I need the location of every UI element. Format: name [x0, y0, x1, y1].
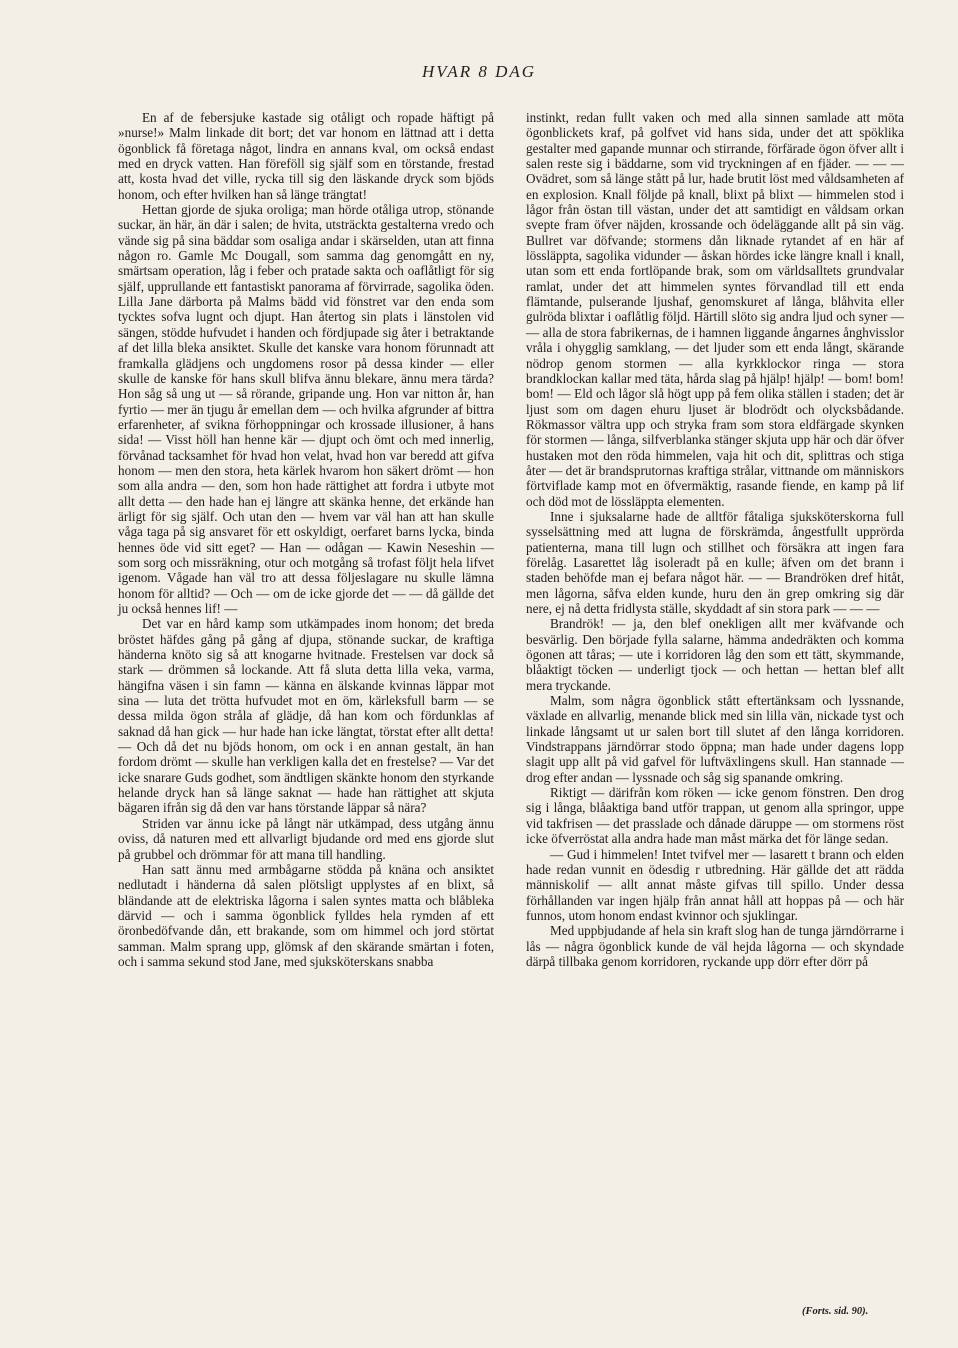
paragraph: instinkt, redan fullt vaken och med alla sinnen samlade att möta ögonblickets kraf, på golfvet vid hans sida, under det att spöklika gestalter med gapande munnar och stirrande, förfärade ögon öfver allt i salen reste sig i bäddarne, som vid tryckningen af en fjäder. — — — Ovädret, som så länge stått på lur, hade brutit löst med våldsamheten af en explosion. Knall följde på knall, blixt på blixt — himmelen stod i lågor från östan till västan, under det att samtidigt en våldsam orkan svepte fram öfver näjden, krossande och ödeläggande allt på sin väg. Bullret var döfvande; stormens dån liknade rytandet af en här af lössläppta, sagolika vidunder — åskan hördes icke längre knall i knall, utan som ett enda fortlöpande brak, som om världsalltets grundvalar ramlat, under det att himmelen syntes förvandlad till ett enda flämtande, pulserande ljushaf, genomskuret af långa, blåhvita eller gulröda blixtar i oaflåtlig följd. Härtill slöto sig andra ljud och syner — — alla de stora fabrikernas, de i hamnen liggande ångarnes ånghvisslor vråla i ohygglig samklang, — det ljuder som ett enda långt, skärande nödrop genom stormen — alla kyrkklockor ringa — stora brandklockan kallar med täta, hårda slag på hjälp! hjälp! — bom! bom! bom! — Eld och lågor slå högt upp på fem olika ställen i staden; det är ljust som om dagen ehuru ljuset är blodrödt och olycksbådande. Rökmassor vältra upp och stryka fram som stora eldfärgade skynken för stormen — långa, silfverblanka stänger skjuta upp här och där öfver hustaken mot den röda himmelen, vaja hit och dit, splittras och stiga åter — det är brandsprutornas kraftiga strålar, vittnande om människors förtvifladе kamp mot en öfvermäktig, rasande fiende, en kamp på lif och död mot de lössläppta elementen. — [526, 110, 904, 509]
paragraph: Det var en hård kamp som utkämpades inom honom; det breda bröstet häfdes gång på gång af djupa, stönande suckar, de kraftiga händerna knöto sig så att knogarne hvitnade. Frestelsen var dock så stark — drömmen så lockande. Att få sluta detta lilla veka, varma, hängifna väsen i sin famn — känna en älskande kvinnas läppar mot sina — luta det trötta hufvudet mot en öm, kärleksfull barm — se dessa milda ögon stråla af glädje, då han kom och fördunklas af saknad då han gick — hur hade han icke längtat, törstat efter allt detta! — Och då det nu bjöds honom, om ock i en annan gestalt, än han fordom drömt — skulle han verkligen kalla det en frestelse? — Var det icke snarare Guds godhet, som ändtligen skänkte honom den styrkande helande dryck han så länge saknat — hade han rättighet att skjuta bägaren ifrån sig då den var hans törstande läppar så nära? — [118, 616, 494, 816]
left-text-column — [118, 110, 494, 969]
paragraph: — Gud i himmelen! Intet tvifvel mer — lasarett t brann och elden hade redan vunnit en ödesdig r utbredning. Här gällde det att rädda människolif — allt annat måste gifvas till spillo. Under dessa förhållanden var ingen hjälp från annat håll att hoppas på — och här funnos, utom honom endast kvinnor och sjuklingar. — [526, 846, 904, 923]
paragraph: Striden var ännu icke på långt när utkämpad, dess utgång ännu oviss, då naturen med ett allvarligt bjudande ord med ens gjorde slut på grubbel och drömmar för att mana till handling. — [118, 815, 494, 862]
paragraph: Inne i sjuksalarne hade de alltför fåtaliga sjuksköterskorna full sysselsättning med att lugna de förskrämda, ångestfullt upprörda patienterna, mana till lugn och stillhet och försäkra att ingen fara förelåg. Lasarettet låg isoleradt på en kulle; äfven om det brann i staden behöfde man ej befara något här. — — Brandröken dref hitåt, men lågorna, såfva elden kunde, huru den än grep omkring sig där nere, ej nå detta fridlysta ställe, skyddadt af sin stora park — — — — [526, 508, 904, 616]
continuation-note: (Forts. sid. 90). — [802, 1306, 869, 1317]
right-text-column — [526, 110, 904, 969]
running-header: HVAR 8 DAG — [421, 62, 537, 81]
paragraph: Med uppbjudande af hela sin kraft slog han de tunga järndörrarne i lås — några ögonblick kunde de väl hejda lågorna — och skyndade därpå tillbaka genom korridoren, ryckande upp dörr efter dörr på — [526, 923, 904, 969]
paragraph: Malm, som några ögonblick stått eftertänksam och lyssnande, växlade en allvarlig, menande blick med sin lilla vän, nickade tyst och linkade långsamt ut ur salen bort till slutet af den långa korridoren. Vindstrappans järndörrar stodo öppna; man hade under dagens lopp slagit upp allt på vid gafvel för luftväxlingens skull. Han stannade — drog efter andan — lyssnade och såg sig spanande omkring. — [526, 693, 904, 785]
paragraph: Brandrök! — ja, den blef onekligen allt mer kväfvande och besvärlig. Den började fylla salarne, hämma andedräkten och komma ögonen att tåras; — ute i korridoren låg den som ett tätt, skymmande, blåaktigt töcken — underligt tjock — och hettan — hettan blef allt mera tryckande. — [526, 616, 904, 693]
paragraph: Riktigt — därifrån kom röken — icke genom fönstren. Den drog sig i långa, blåaktiga band utför trappan, ut genom alla springor, uppe vid takfrisen — det prasslade och dånade däruppe — om stormens röst icke öfverröstat alla andra hade man måst märka det för länge sedan. — [526, 785, 904, 847]
paragraph: Hettan gjorde de sjuka oroliga; man hörde otåliga utrop, stönande suckar, än här, än där i salen; de hvita, utsträckta gestalterna vredo och vände sig på sina bäddar som osaliga andar i skärselden, utan att finna någon ro. Gamle Mc Dougall, som samma dag genomgått en ny, smärtsam operation, låg i feber och pratade sakta och oaflåtligt för sig själf, upprullande ett fantastiskt panorama af förvirrade, sagolika öden. Lilla Jane därborta på Malms bädd vid fönstret var den enda som tycktes sofva lugnt och djupt. Han återtog sin plats i länstolen vid sängen, stödde hufvudet i handen och fördjupade sig åter i betraktande af det lilla bleka ansiktet. Skulle det kanske vara honom förunnadt att framkalla glädjens och ungdomens rosor på dessa kinder — eller skulle de kanske för hans skull blifva ännu blekare, ännu mera tärda? Hon såg så ung ut — så rörande, gripande ung. Hon var nitton år, han fyrtio — mer än tjugu år emellan dem — och hvilka afgrunder af bittra erfarenheter, af svikna förhoppningar och krossade illusioner, å hans sida! — Visst höll han henne kär — djupt och ömt och med innerlig, förvånad tacksamhet för hvad hon velat, hvad hon var beredd att gifva honom — men den stora, heta kärlek hvarom hon säkert drömt — hon som alla andra — den, som hon hade rättighet att fordra i utbyte mot allt detta — den hade han ej längre att skänka henne, det erkände han ärligt för sig själf. Och utan den — hvem var väl han att han skulle våga taga på sig ansvaret för ett oskyldigt, oerfaret barns lycka, binda hennes öde vid sitt eget? — Han — odågan — Kawin Neseshin — som sorg och missräkning, otur och motgång så trofast följt hela lifvet igenom. Vågade han väl tro att dessa följeslagare nu skulle lämna honom för alltid? — Och — om de icke gjorde det — — då gällde det ju också hennes lif! — — [118, 202, 494, 616]
paragraph: En af de febersjuke kastade sig otåligt och ropade häftigt på »nurse!» Malm linkade dit bort; det var honom en lättnad att i detta ögonblick få företaga något, lindra en annans kval, om också endast med en dryck vatten. Han föreföll sig själf som en törstande, frestad att, kosta hvad det ville, rycka till sig den läskande dryck som bjöds honom, och efter hvilken han så länge trängtat! — [118, 110, 494, 202]
paragraph: Han satt ännu med armbågarne stödda på knäna och ansiktet nedlutadt i händerna då salen plötsligt upplystes af en blixt, så bländande att de elektriska lågorna i salen syntes matta och blåbleka därvid — och i samma ögonblick fylldes hela rymden af ett öronbedöfvande dån, ett brakande, som om himmel och jord störtat samman. Malm sprang upp, glömsk af den skärande smärtan i foten, och i samma sekund stod Jane, med sjuksköterskans snabba — [118, 861, 494, 969]
